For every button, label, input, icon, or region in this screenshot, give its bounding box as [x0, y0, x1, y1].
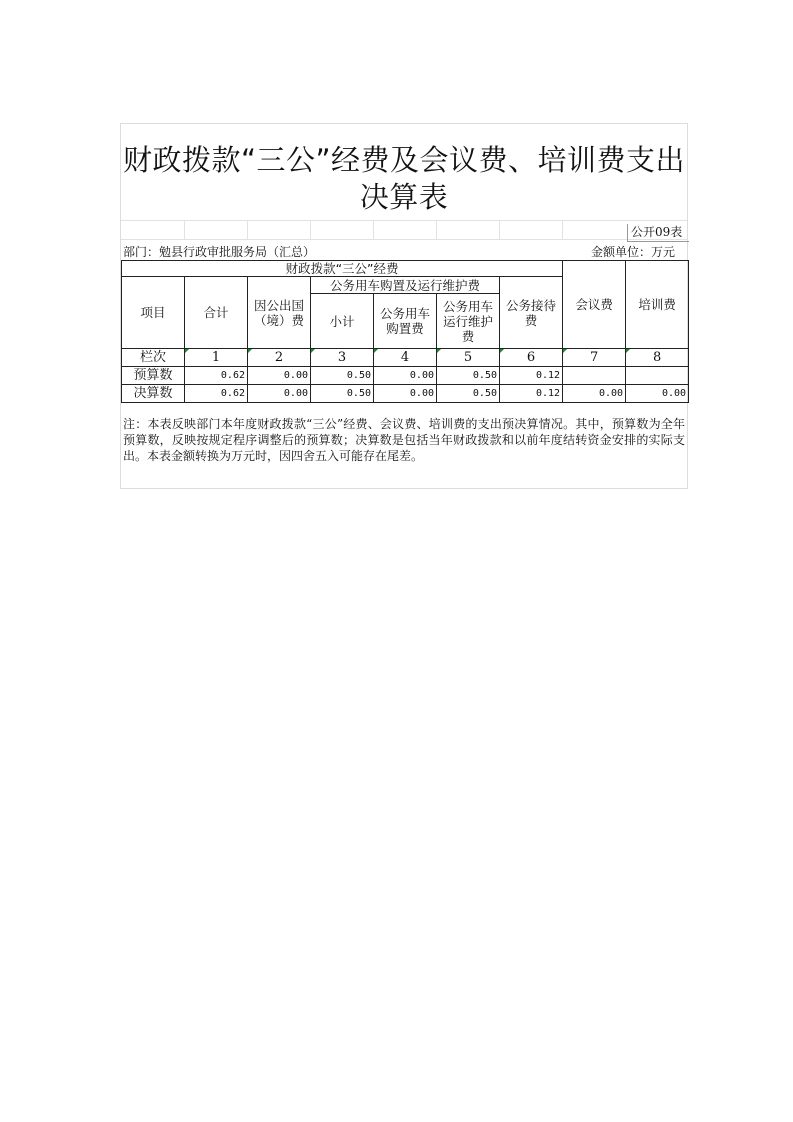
value-cell: 0.50 [437, 367, 500, 385]
value-cell: 0.62 [185, 385, 248, 403]
header-abroad: 因公出国（境）费 [248, 277, 311, 349]
report-title: 财政拨款“三公”经费及会议费、培训费支出决算表 [122, 143, 686, 214]
value-cell: 0.12 [500, 367, 563, 385]
header-reception: 公务接待费 [500, 277, 563, 349]
value-cell: 0.00 [563, 385, 626, 403]
index-cell: 1 [185, 349, 248, 367]
index-cell: 3 [311, 349, 374, 367]
blank-grid-row [121, 220, 687, 240]
index-cell: 7 [563, 349, 626, 367]
index-row-label: 栏次 [122, 349, 185, 367]
value-cell: 0.00 [374, 367, 437, 385]
header-main-group: 财政拨款“三公”经费 [122, 261, 563, 277]
header-total: 合计 [185, 277, 248, 349]
footnote: 注：本表反映部门本年度财政拨款“三公”经费、会议费、培训费的支出预决算情况。其中，预算数为全年预算数，反映按规定程序调整后的预算数；决算数是包括当年财政拨款和以前年度结转资金安排的实际支出。本表金额转换为万元时，因四舍五入可能存在尾差。 [123, 417, 685, 463]
value-cell: 0.50 [311, 385, 374, 403]
header-subtotal: 小计 [311, 294, 374, 349]
index-cell: 6 [500, 349, 563, 367]
table-row-final [122, 385, 689, 403]
value-cell [626, 367, 689, 385]
header-meeting: 会议费 [563, 261, 626, 349]
header-vehicle-purchase: 公务用车购置费 [374, 294, 437, 349]
table-number: 公开09表 [627, 224, 689, 242]
value-cell: 0.50 [437, 385, 500, 403]
value-cell: 0.50 [311, 367, 374, 385]
unit-label: 金额单位：万元 [591, 245, 676, 259]
department-label: 部门：勉县行政审批服务局（汇总） [123, 245, 316, 259]
header-vehicle-operation: 公务用车运行维护费 [437, 294, 500, 349]
expense-table [121, 260, 689, 403]
row-label: 决算数 [122, 385, 185, 403]
table-row-budget [122, 367, 689, 385]
header-item: 项目 [122, 277, 185, 349]
value-cell [563, 367, 626, 385]
row-label: 预算数 [122, 367, 185, 385]
header-vehicle-group: 公务用车购置及运行维护费 [311, 277, 500, 294]
value-cell: 0.12 [500, 385, 563, 403]
value-cell: 0.62 [185, 367, 248, 385]
index-cell: 4 [374, 349, 437, 367]
index-cell: 2 [248, 349, 311, 367]
value-cell: 0.00 [626, 385, 689, 403]
report-sheet [120, 123, 688, 489]
value-cell: 0.00 [374, 385, 437, 403]
value-cell: 0.00 [248, 385, 311, 403]
value-cell: 0.00 [248, 367, 311, 385]
index-cell: 5 [437, 349, 500, 367]
index-cell: 8 [626, 349, 689, 367]
header-training: 培训费 [626, 261, 689, 349]
